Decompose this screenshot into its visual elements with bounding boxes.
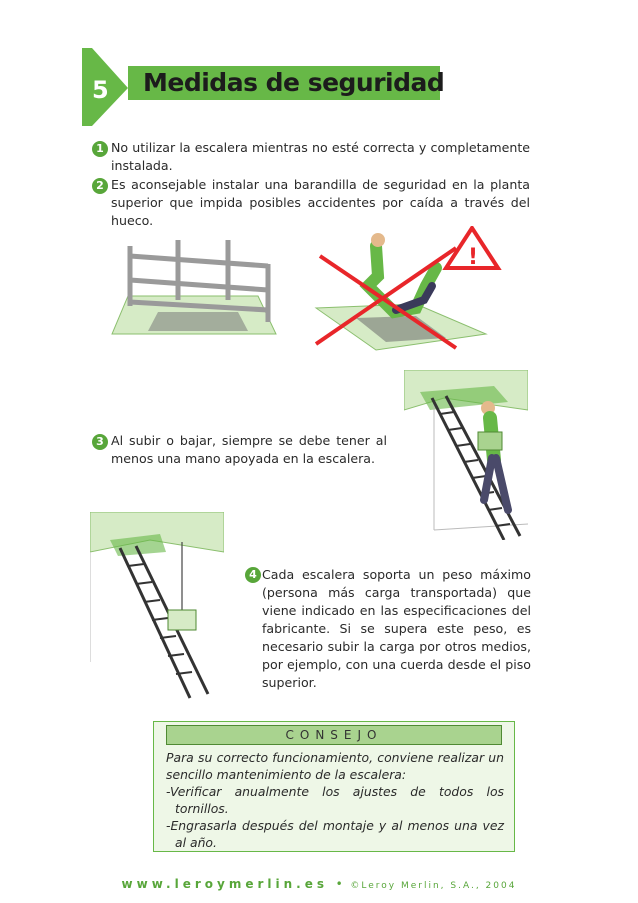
svg-text:!: ! [468, 245, 479, 270]
consejo-text [166, 749, 504, 851]
item-4-number: 4 [245, 567, 261, 583]
item-2-text: Es aconsejable instalar una barandilla de seguridad en la planta superior que impida posibles accidentes por caída a través del hueco. [111, 177, 530, 228]
footer-copyright: ©Leroy Merlin, S.A., 2004 [350, 881, 517, 891]
footer-bullet: • [335, 877, 343, 891]
section-number: 5 [92, 76, 109, 104]
footer [0, 877, 638, 891]
guardrail-illustration [108, 236, 280, 336]
footer-website: www.leroymerlin.es [121, 877, 329, 891]
consejo-line-2: -Engrasarla después del montaje y al menos una vez al año. [166, 818, 504, 850]
section-title: Medidas de seguridad [143, 68, 445, 97]
falling-person-illustration [306, 226, 506, 354]
item-2-number: 2 [92, 178, 108, 194]
consejo-intro: Para su correcto funcionamiento, conviene realizar un sencillo mantenimiento de la escalera: [166, 750, 504, 782]
item-3-text: Al subir o bajar, siempre se debe tener al menos una mano apoyada en la escalera. [111, 433, 387, 466]
rope-load-illustration [90, 512, 224, 702]
item-3-number: 3 [92, 434, 108, 450]
item-1-number: 1 [92, 141, 108, 157]
item-1-text: No utilizar la escalera mientras no esté correcta y completamente instalada. [111, 140, 530, 173]
consejo-title: CONSEJO [166, 725, 502, 745]
section-number-badge [82, 48, 130, 126]
item-4-text: Cada escalera soporta un peso máximo (persona más carga transportada) que viene indicado en las especificaciones del fabricante. Si se supera este peso, es necesario subir la carga por otros medios, por ejemplo, con una cuerda desde el piso superior. [262, 567, 531, 690]
consejo-line-1: -Verificar anualmente los ajustes de todos los tornillos. [166, 784, 504, 816]
climbing-person-illustration [404, 370, 528, 540]
